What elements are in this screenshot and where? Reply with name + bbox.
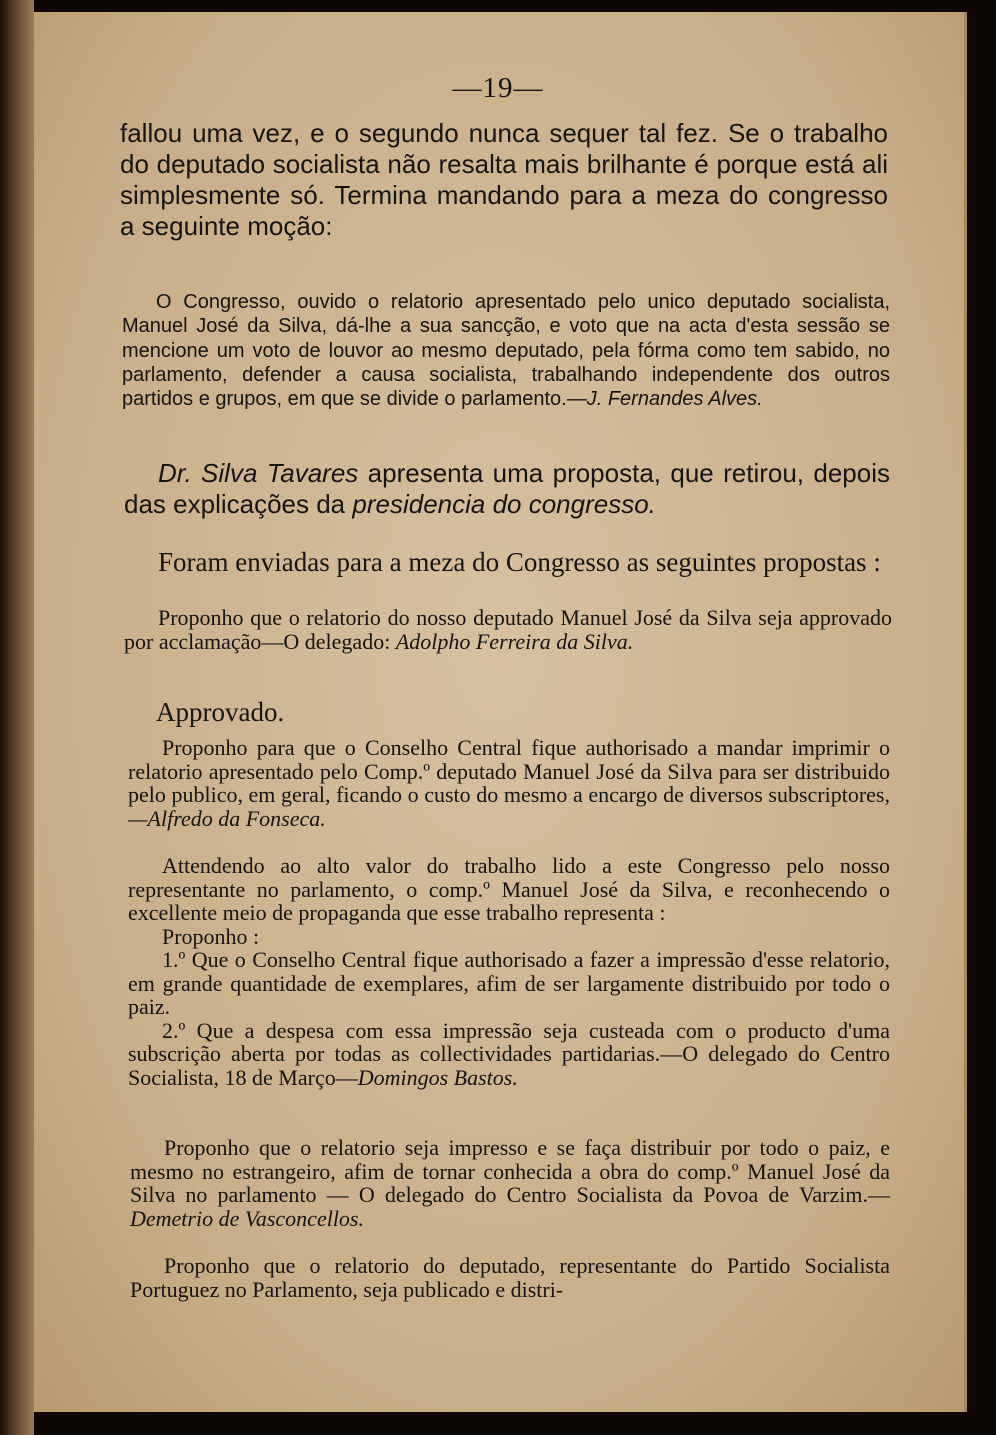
proposal-1-author: Adolpho Ferreira da Silva.: [395, 628, 634, 654]
motion-text: O Congresso, ouvido o relatorio apresentado pelo unico deputado socialista, Manuel José da Silva, dá-lhe a sua sancção, e voto que na acta d'esta sessão se mencione um voto de louvor ao mesmo deputado, pela fórma como tem sabido, no parlamento, defender a causa socialista, trabalhando independente dos outros partidos e grupos, em que se divide o parlamento.—: [122, 291, 890, 411]
binding-edge: [0, 0, 34, 1435]
proposal-5: Proponho que o relatorio do deputado, representante do Partido Socialista Portuguez no Parlamento, seja publicado e distri-: [130, 1253, 890, 1302]
paragraph-intro: fallou uma vez, e o segundo nunca sequer tal fez. Se o trabalho do deputado socialista não resalta mais brilhante é porque está ali simplesmente só. Termina mandando para a meza do congresso a seguinte moção:: [120, 118, 888, 241]
motion-block: [122, 290, 890, 411]
proposal-2-author: —Alfredo da Fonseca.: [128, 805, 326, 831]
motion-author: J. Fernandes Alves.: [586, 388, 763, 411]
proposal-4-author: Demetrio de Vasconcellos.: [130, 1205, 364, 1231]
proposal-1: Proponho que o relatorio do nosso deputado Manuel José da Silva seja approvado por acclamação—O delegado: Adolpho Ferreira da Silva.: [124, 605, 892, 654]
proposal-3-author: Domingos Bastos.: [357, 1064, 518, 1090]
silva-tavares-name: Dr. Silva Tavares: [158, 458, 359, 488]
proposal-3: Attendendo ao alto valor do trabalho lido a este Congresso pelo nosso representante no parlamento, o comp.º Manuel José da Silva, e reconhecendo o excellente meio de propaganda que esse trabalho representa : Proponho : 1.º Que o Conselho Central fique authorisado a fazer a impressão d'esse relatorio, em grande quantidade de exemplares, afim de ser largamente distribuido por todo o paiz. 2.º Que a despesa com essa impressão seja custeada com o producto d'uma subscrição aberta por todas as collectividades partidarias.—O delegado do Centro Socialista, 18 de Março—Domingos Bastos.: [128, 853, 890, 1090]
proposal-4: Proponho que o relatorio seja impresso e se faça distribuir por todo o paiz, e mesmo no estrangeiro, afim de tornar conhecida a obra do comp.º Manuel José da Silva no parlamento — O delegado do Centro Socialista da Povoa de Varzim.—Demetrio de Vasconcellos.: [130, 1135, 890, 1231]
approvado: Approvado.: [156, 697, 285, 727]
silva-tavares-paragraph: Dr. Silva Tavares apresenta uma proposta, que retirou, depois das explicações da presidencia do congresso.: [124, 458, 891, 519]
proposal-2: Proponho para que o Conselho Central fique authorisado a mandar imprimir o relatorio apresentado pelo Comp.º deputado Manuel José da Silva para ser distribuido pelo publico, em geral, ficando o custo do mesmo a encargo de diversos subscriptores,—Alfredo da Fonseca.: [128, 735, 890, 831]
foram-paragraph: Foram enviadas para a meza do Congresso as seguintes propostas :: [158, 547, 881, 577]
page-number: —19—: [452, 72, 544, 104]
